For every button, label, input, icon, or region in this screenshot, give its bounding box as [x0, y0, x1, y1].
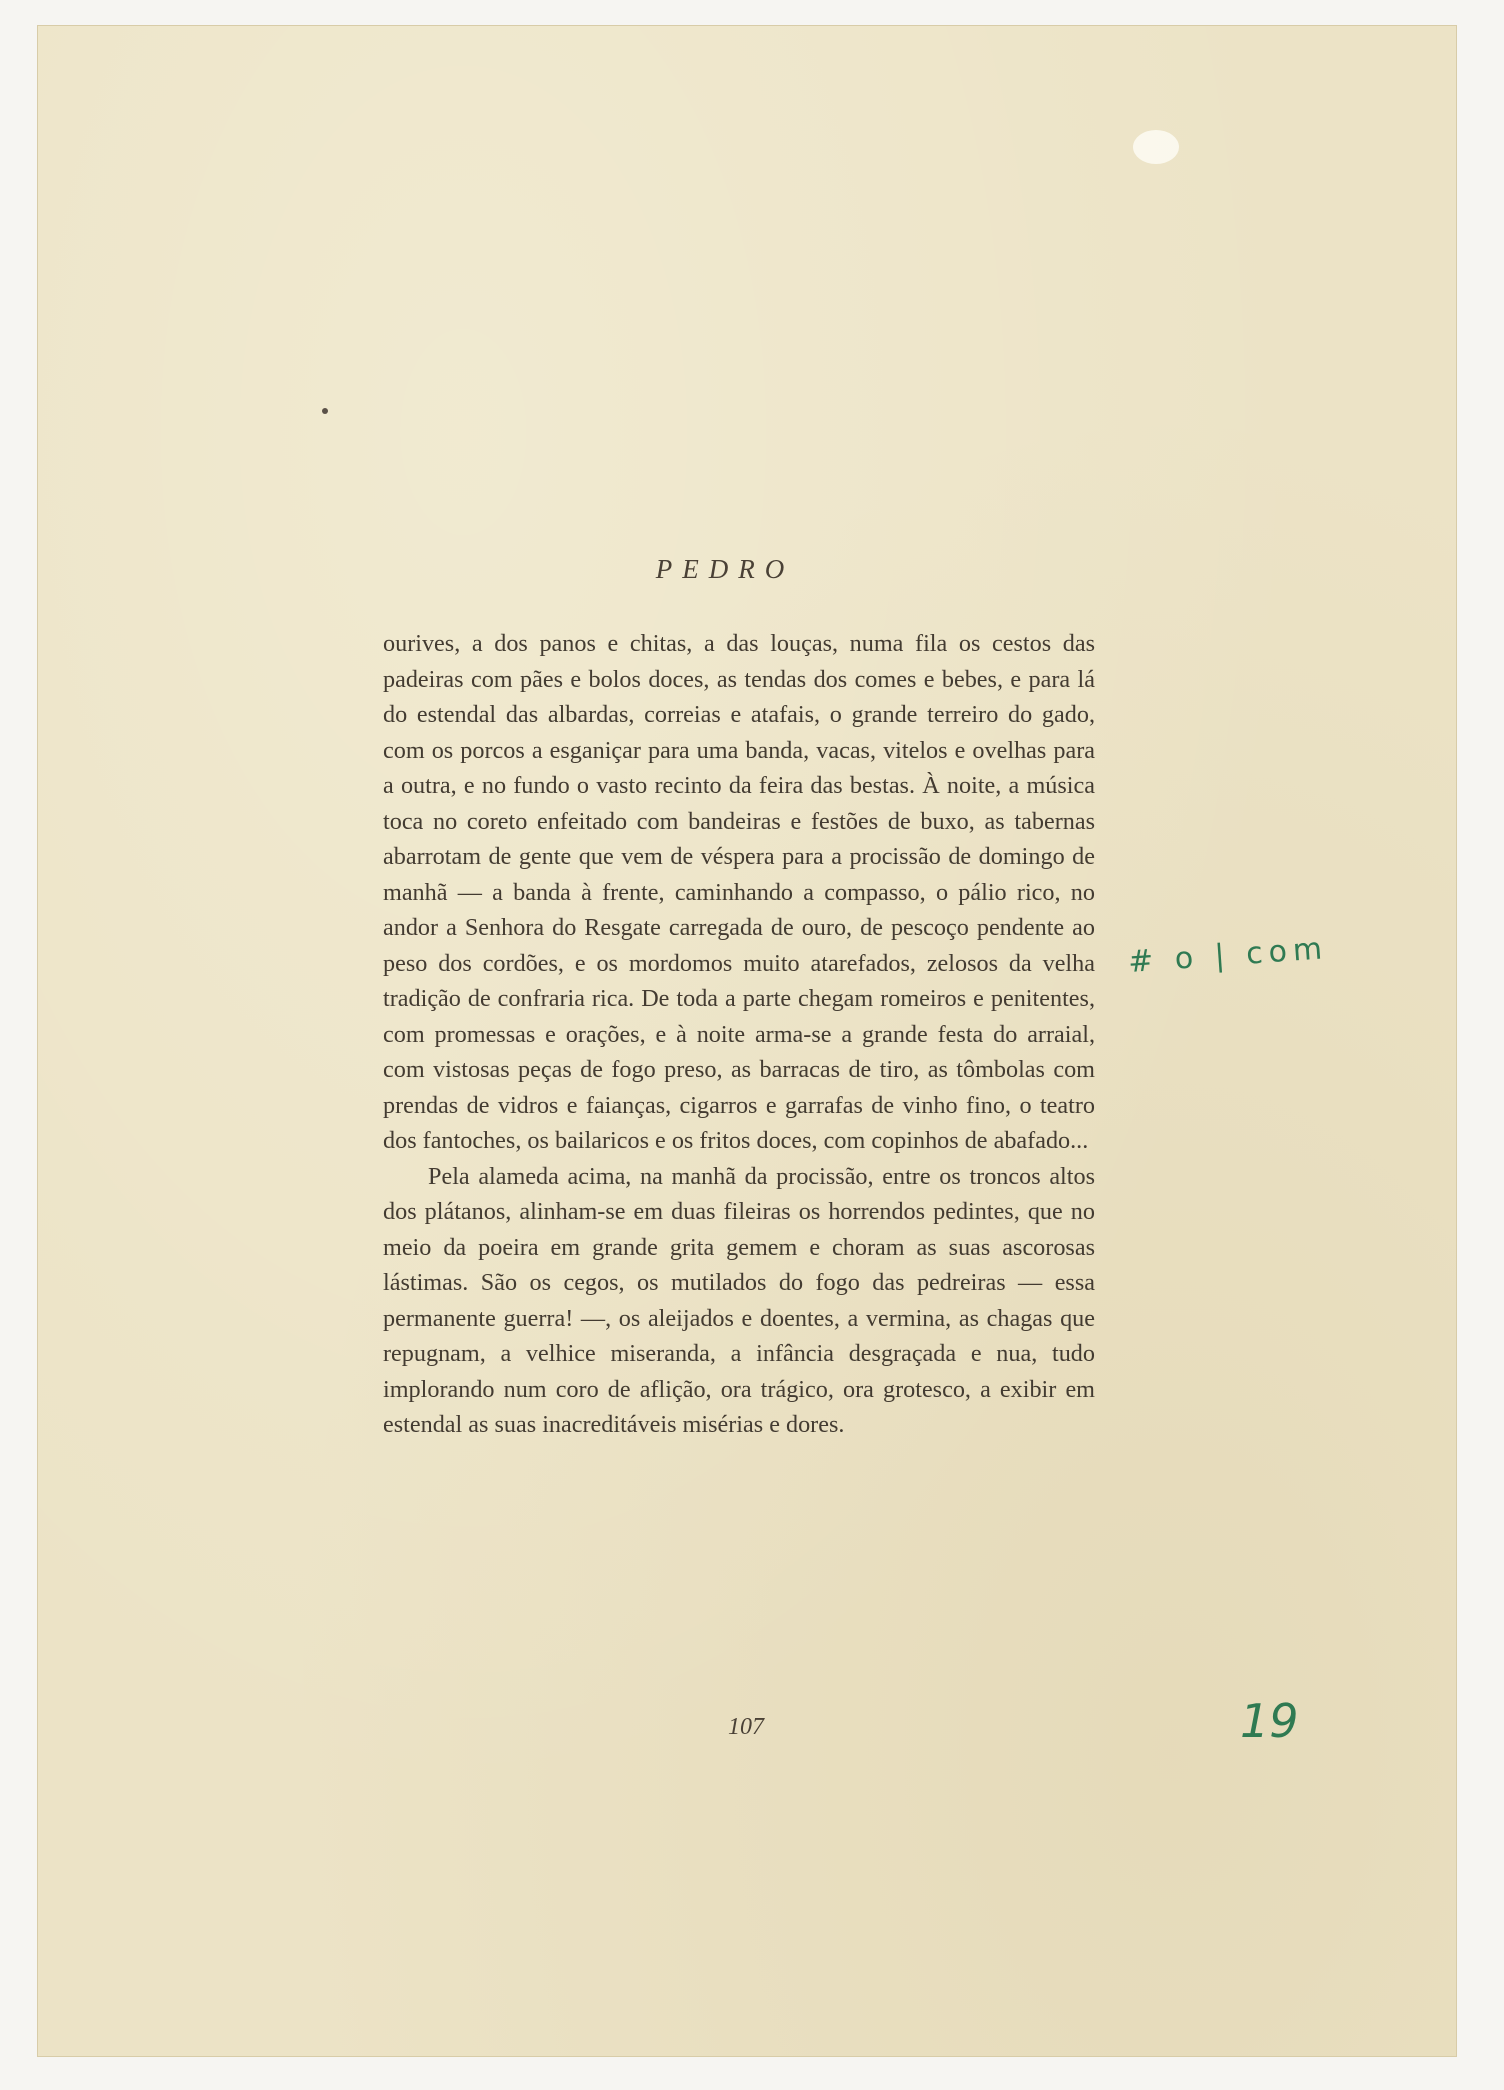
running-title: PEDRO: [655, 554, 795, 584]
ink-speck: [322, 408, 328, 414]
margin-annotation: # o | com: [1127, 931, 1330, 980]
paper-sheet: [38, 26, 1456, 2056]
paragraph: Pela alameda acima, na manhã da procissão, entre os troncos altos dos plátanos, alinham-se em duas fileiras os horrendos pedintes, que no meio da poeira em grande grita gemem e choram as suas ascorosas lástimas. São os cegos, os mutilados do fogo das pedreiras — essa permanente guerra! —, os aleijados e doentes, a vermina, as chagas que repugnam, a velhice miseranda, a infância desgraçada e nua, tudo implorando num coro de aflição, ora trágico, ora grotesco, a exibir em estendal as suas inacreditáveis misérias e dores.: [383, 1162, 1095, 1438]
handwritten-page-number: 19: [1240, 1694, 1299, 1748]
paper-stain: [1133, 130, 1179, 164]
paragraph: ourives, a dos panos e chitas, a das louças, numa fila os cestos das padeiras com pães e bolos doces, as tendas dos comes e bebes, e para lá do estendal das albardas, correias e atafais, o grande terreiro do gado, com os porcos a esganiçar para uma banda, vacas, vitelos e ovelhas para a outra, e no fundo o vasto recinto da feira das bestas. À noite, a música toca no coreto enfeitado com bandeiras e festões de buxo, as tabernas abarrotam de gente que vem de véspera para a procissão de domingo de manhã — a banda à frente, caminhando a compasso, o pálio rico, no andor a Senhora do Resgate carregada de ouro, de pescoço pendente ao peso dos cordões, e os mordomos muito atarefados, zelosos da velha tradição de confraria rica. De toda a parte chegam romeiros e penitentes, com promessas e orações, e à noite arma-se a grande festa do arraial, com vistosas peças de fogo preso, as barracas de tiro, as tômbolas com prendas de vidros e faianças, cigarros e garrafas de vinho fino, o teatro dos fantoches, os bailaricos e os fritos doces, com copinhos de abafado...: [383, 630, 1095, 1154]
page-folio: 107: [728, 1714, 764, 1740]
body-text: [383, 626, 1095, 1443]
